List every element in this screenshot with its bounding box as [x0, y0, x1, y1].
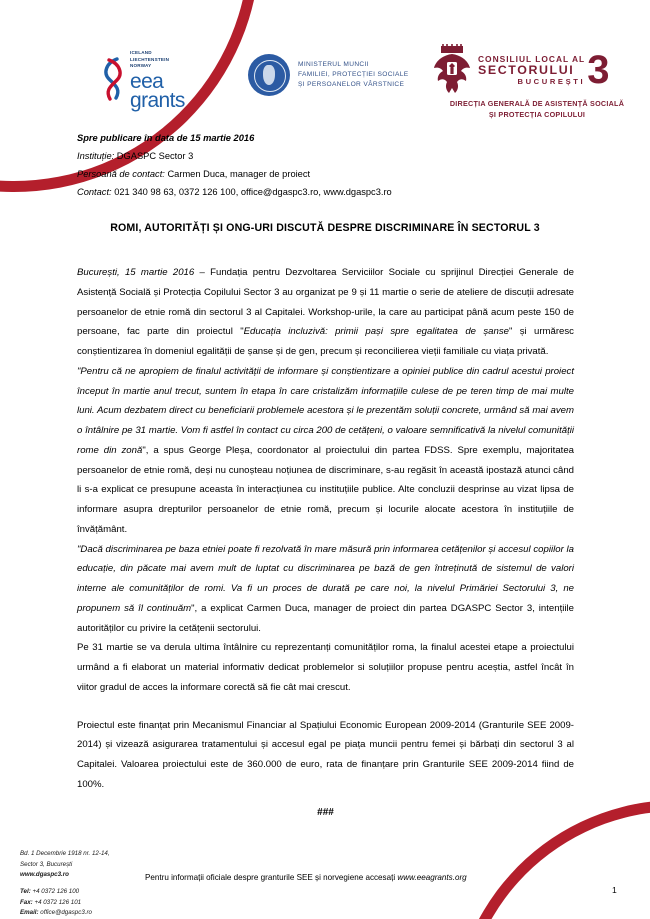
contact-value: 021 340 98 63, 0372 126 100, office@dgaspc3.ro, www.dgaspc3.ro — [111, 186, 392, 197]
quote-plesa-attribution: ", a spus George Pleșa, coordonator al proiectului din partea FDSS. Spre exemplu, majoritatea persoanelor de etnie romă, deși nu cunoșteau noțiunea de discriminare, s-au regăsit în această ipostază atunci când li s-a explicat ce presupune aceasta în interacțiunea cu instituțiile publice. Alte concluzii desprinse au vizat lipsa de informare asupra drepturilor persoanelor de etnie romă, precum și locurile alocate acestora în instituțiile de învățământ. — [77, 444, 575, 535]
ministry-line-3: ȘI PERSOANELOR VÂRSTNICE — [298, 81, 405, 89]
contact-person-value: Carmen Duca, manager de proiect — [164, 168, 311, 179]
eagle-crest-icon — [432, 44, 472, 96]
ministry-line-2: FAMILIEI, PROTECȚIEI SOCIALE — [298, 70, 409, 78]
project-name: Educația incluzivă: primii pași spre egalitatea de șanse — [243, 326, 509, 338]
institution-label: Instituție: — [77, 150, 115, 161]
footer-fax-label: Fax: — [20, 898, 33, 906]
footer-address-line-2: Sector 3, București — [20, 860, 73, 868]
paragraph-quote-plesa — [77, 362, 574, 540]
footer-tel — [20, 887, 110, 898]
council-subtitle — [432, 99, 642, 121]
footer-email-value[interactable]: office@dgaspc3.ro — [38, 909, 92, 917]
paragraph-spacer — [77, 698, 574, 716]
footer-fax — [20, 898, 110, 909]
press-release-meta — [77, 130, 577, 201]
ministry-of-labour-logo — [248, 54, 409, 96]
ministry-line-1: MINISTERUL MUNCII — [298, 60, 369, 68]
footer-notice-text: Pentru informații oficiale despre granturile SEE și norvegiene accesați — [145, 873, 398, 882]
footer-notice-link[interactable]: www.eeagrants.org — [397, 873, 467, 882]
footer-tel-value: +4 0372 126 100 — [30, 887, 80, 895]
footer-address-block — [20, 849, 110, 919]
dateline: București, 15 martie 2016 — [77, 267, 195, 278]
contact-label: Contact: — [77, 186, 112, 197]
paragraph-intro — [77, 263, 574, 362]
footer-tel-label: Tel: — [20, 887, 31, 895]
footer-website[interactable]: www.dgaspc3.ro — [20, 871, 69, 879]
page-title: ROMI, AUTORITĂȚI ȘI ONG-URI DISCUTĂ DESPRE DISCRIMINARE ÎN SECTORUL 3 — [110, 222, 540, 234]
council-subtitle-line-1: DIRECȚIA GENERALĂ DE ASISTENȚĂ SOCIALĂ — [449, 99, 625, 108]
contact-line — [77, 184, 577, 202]
institution-value: DGASPC Sector 3 — [114, 150, 194, 161]
contact-person-label: Persoană de contact: — [77, 168, 165, 179]
council-subtitle-line-2: ȘI PROTECȚIA COPILULUI — [488, 109, 586, 119]
council-line-3: BUCUREȘTI — [517, 76, 586, 86]
footer-email — [20, 908, 110, 919]
eea-country-liechtenstein: LIECHTENSTEIN — [130, 56, 170, 62]
paragraph-funding: Proiectul este finanțat prin Mecanismul Financiar al Spațiului Economic European 2009-2014 (Granturile SEE 2009-2014) și vizează asigurarea tratamentului și accesul egal pe piața muncii pentru femei și bărbați din sectorul 3 al Capitalei. Valoarea proiectului este de 360.000 de euro, rata de finanțare prin Granturile SEE 2009-2014 fiind de 100%. — [77, 719, 574, 790]
local-council-sector3-logo — [432, 44, 642, 121]
council-line-1: CONSILIUL LOCAL AL — [478, 53, 586, 64]
logo-bar — [0, 42, 650, 124]
quote-plesa-text: "Pentru că ne apropiem de finalul activității de informare și conștientizare a opiniei publice din cadrul acestui proiect început în martie anul trecut, suntem în etapa în care cristalizăm informațiile culese de pe teren timp de mai multe luni. Acum dezbatem direct cu beneficiarii problemele acestora și le prezentăm soluții concrete, urmând să mai avem o întâlnire pe 31 martie. Vom fi astfel în contact cu circa 200 de cetățeni, o valoare semnificativă la nivelul comunității rome din zonă — [77, 365, 574, 456]
quote-duca-attribution: ", a explicat Carmen Duca, manager de proiect din partea DGASPC Sector 3, intențiile autorităților cu privire la cetățenii sectorului. — [77, 602, 574, 634]
footer-eea-notice — [145, 873, 467, 882]
eea-grants-mark-icon — [100, 56, 126, 102]
paragraph-quote-duca — [77, 540, 574, 639]
page-number: 1 — [612, 885, 617, 895]
quote-duca-text: "Dacă discriminarea pe baza etniei poate fi rezolvată în mare măsură prin informarea cetățenilor și accesul copiilor la educație, din păcate mai avem mult de luptat cu discriminarea pe bază de gen întreținută de sistemul de valori interne ale comunităților de romi. Va fi un proces de durată pe care noi, la nivelul Primăriei Sectorului 3, ne propunem să îl continuăm — [77, 543, 574, 614]
footer-address-line-1: Bd. 1 Decembrie 1918 nr. 12-14, — [20, 850, 110, 857]
footer-fax-value: +4 0372 126 101 — [32, 898, 82, 906]
eea-grants-logo — [100, 50, 185, 111]
release-date-line: Spre publicare în data de 15 martie 2016 — [77, 133, 255, 143]
council-line-2: SECTORULUI — [478, 63, 575, 78]
eea-wordmark-grants: grants — [130, 89, 185, 113]
eea-country-norway: NORWAY — [130, 63, 152, 69]
council-sector-number: 3 — [587, 47, 610, 92]
institution-line — [77, 148, 577, 166]
contact-person-line — [77, 166, 577, 184]
footer-email-label: Email: — [20, 909, 39, 917]
paragraph-intro-part-b: " și urmăresc conștientizarea în domeniul egalității de șanse și de gen, precum și reconcilierea vieții familiale cu viața privată. — [77, 326, 574, 357]
romania-government-seal-icon — [248, 54, 290, 96]
eea-countries — [130, 50, 185, 70]
eea-wordmark-eea: eea — [130, 69, 164, 93]
paragraph-next-steps: Pe 31 martie se va derula ultima întâlnire cu reprezentanți comunităților roma, la finalul acestei etape a proiectului urmând a fi elaborat un material informativ dedicat problemelor si soluțiilor propuse pentru aceștia, astfel încât în viitor gradul de acces la informare corectă să fie cât mai crescut. — [77, 642, 574, 693]
end-mark: ### — [317, 806, 334, 818]
paragraph-intro-part-a: – Fundația pentru Dezvoltarea Serviciilor Sociale cu sprijinul Direcției Generale de Asistență Socială și Protecția Copilului Sector 3 au organizat pe 9 și 11 martie o serie de ateliere de discuții adresate persoanelor de etnie romă din sectorul 3 al Capitalei. Workshop-urile, la care au participat până acum peste 150 de persoane, fac parte din proiectul " — [77, 267, 575, 338]
ministry-logo-text — [298, 60, 409, 91]
eea-country-iceland: ICELAND — [130, 50, 152, 55]
press-release-body — [77, 263, 574, 823]
